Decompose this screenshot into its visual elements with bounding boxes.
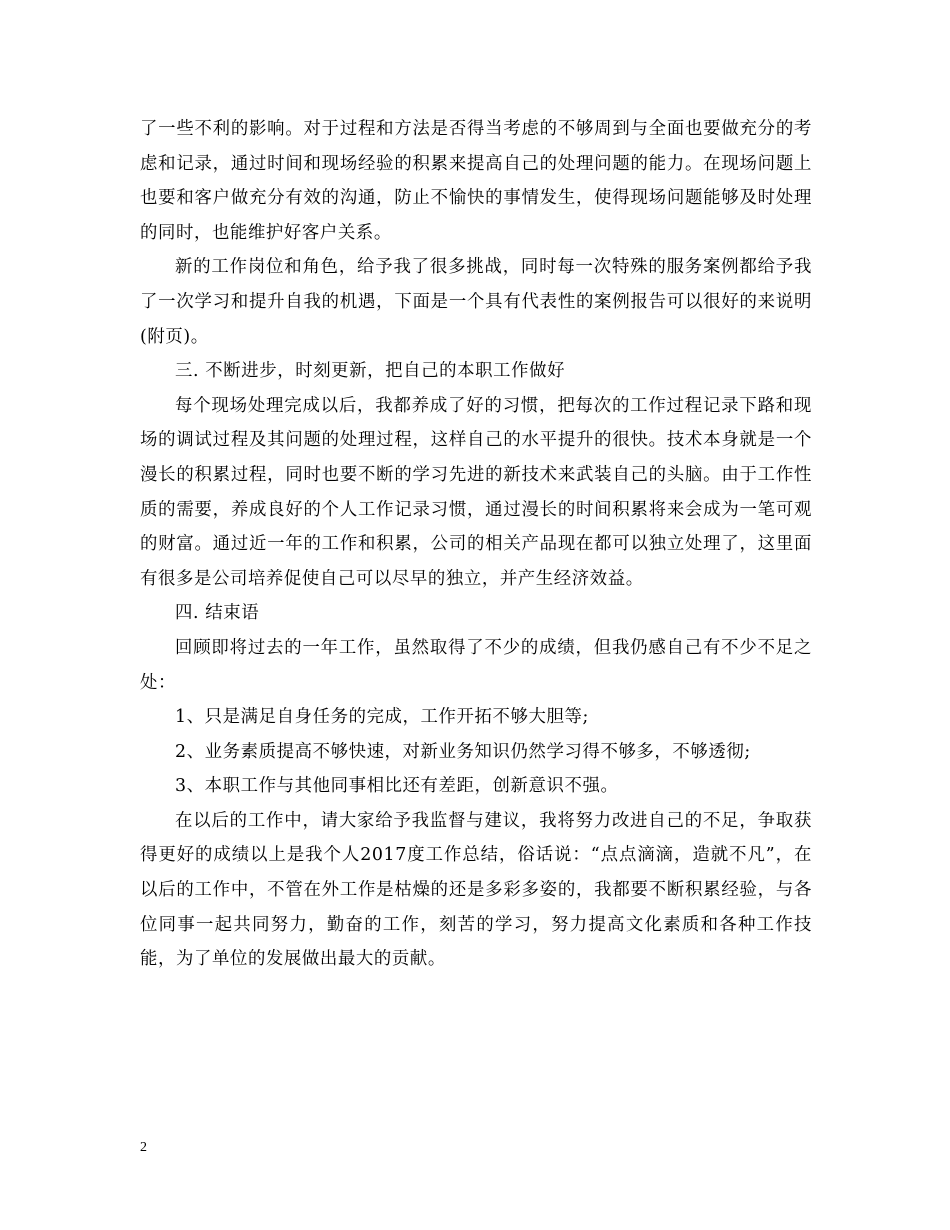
paragraph-1: 了一些不利的影响。对于过程和方法是否得当考虑的不够周到与全面也要做充分的考虑和记录，通过时间和现场经验的积累来提高自己的处理问题的能力。在现场问题上也要和客户做充分有效的沟通，防止不愉快的事情发生，使得现场问题能够及时处理的同时，也能维护好客户关系。 (140, 119, 812, 243)
list-item-1: 1、只是满足自身任务的完成，工作开拓不够大胆等; (175, 707, 589, 728)
paragraph-6: 回顾即将过去的一年工作，虽然取得了不少的成绩，但我仍感自己有不少不足之处： (140, 637, 812, 693)
section-heading-4: 四. 结束语 (175, 603, 260, 624)
document-body (140, 112, 812, 977)
list-item-2: 2、业务素质提高不够快速，对新业务知识仍然学习得不够多，不够透彻; (175, 741, 751, 762)
section-heading-3: 三. 不断进步，时刻更新，把自己的本职工作做好 (175, 361, 566, 382)
paragraph-10: 在以后的工作中，请大家给予我监督与建议，我将努力改进自己的不足，争取获得更好的成绩以上是我个人2017度工作总结，俗话说：“点点滴滴，造就不凡”，在以后的工作中，不管在外工作是枯燥的还是多彩多姿的，我都要不断积累经验，与各位同事一起共同努力，勤奋的工作，刻苦的学习，努力提高文化素质和各种工作技能，为了单位的发展做出最大的贡献。 (140, 810, 812, 970)
paragraph-2: 新的工作岗位和角色，给予我了很多挑战，同时每一次特殊的服务案例都给予我了一次学习和提升自我的机遇，下面是一个具有代表性的案例报告可以很好的来说明(附页)。 (140, 257, 812, 347)
page-number: 2 (140, 1140, 147, 1155)
paragraph-4: 每个现场处理完成以后，我都养成了好的习惯，把每次的工作过程记录下路和现场的调试过程及其问题的处理过程，这样自己的水平提升的很快。技术本身就是一个漫长的积累过程，同时也要不断的学习先进的新技术来武装自己的头脑。由于工作性质的需要，养成良好的个人工作记录习惯，通过漫长的时间积累将来会成为一笔可观的财富。通过近一年的工作和积累，公司的相关产品现在都可以独立处理了，这里面有很多是公司培养促使自己可以尽早的独立，并产生经济效益。 (140, 395, 812, 589)
list-item-3: 3、本职工作与其他同事相比还有差距，创新意识不强。 (175, 776, 619, 797)
